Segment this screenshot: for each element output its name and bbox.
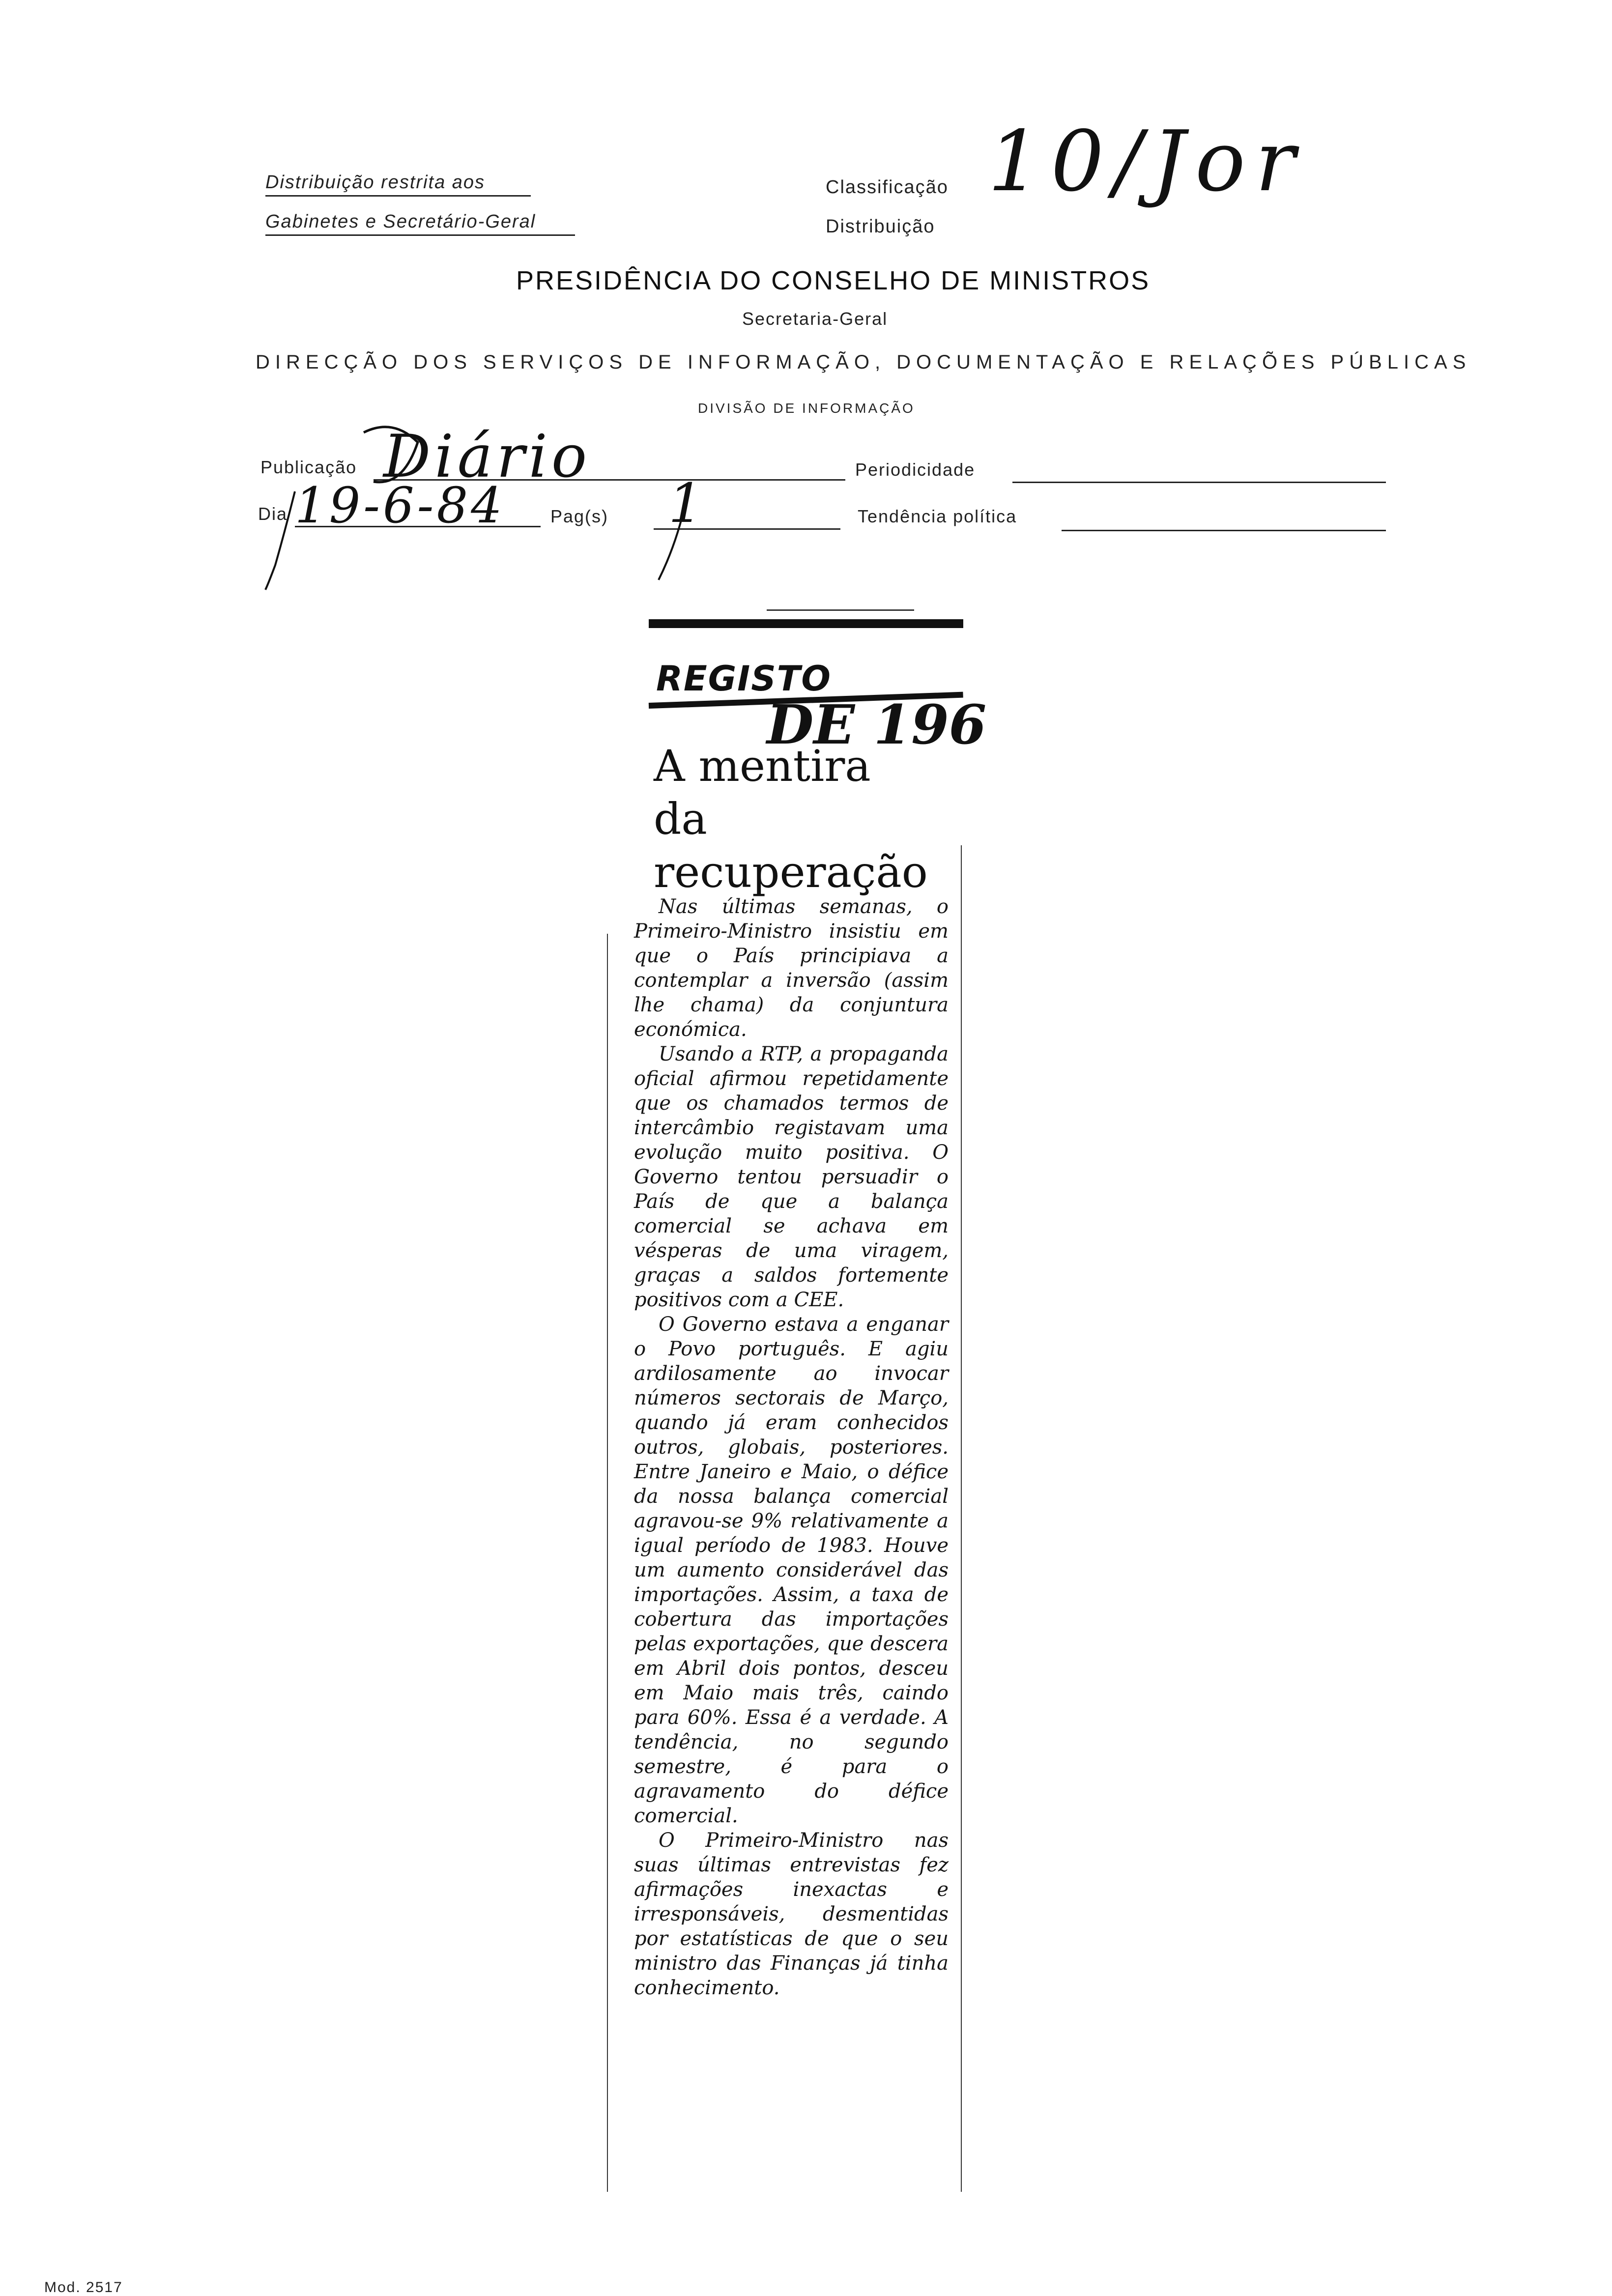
distribution-label: Distribuição [826, 216, 935, 237]
publication-handwritten: Diário [383, 423, 591, 491]
periodicity-label: Periodicidade [855, 459, 976, 480]
headline-line-2: da [654, 794, 707, 844]
department-line: DIRECÇÃO DOS SERVIÇOS DE INFORMAÇÃO, DOCUMENTAÇÃO E RELAÇÕES PÚBLICAS [256, 351, 1471, 373]
distribution-restricted-line1: Distribuição restrita aos [265, 172, 531, 197]
article-paragraph: O Governo estava a enganar o Povo português. E agiu ardilosamente ao invocar números sectorais de Março, quando já eram conhecidos outros, globais, posteriores. Entre Janeiro e Maio, o défice da nossa balança comercial agravou-se 9% relativamente a igual período de 1983. Houve um aumento considerável das importações. Assim, a taxa de cobertura das importações pelas exportações, que descera em Abril dois pontos, desceu em Maio mais três, caindo para 60%. Essa é a verdade. A tendência, no segundo semestre, é para o agravamento do défice comercial. [634, 1313, 949, 1827]
publication-label: Publicação [260, 457, 357, 477]
clipping-top-rule-thick [649, 619, 963, 628]
secretariat-subtitle: Secretaria-Geral [742, 309, 888, 329]
headline-line-1: A mentira [654, 741, 871, 791]
clipping-kicker: REGISTO [656, 659, 832, 699]
clipping-top-rule-thin [767, 609, 914, 611]
handwritten-classification: 10/Jor [988, 113, 1305, 210]
clipping-left-border [607, 934, 608, 2192]
day-label: Dia [258, 504, 288, 524]
political-tendency-label: Tendência política [858, 506, 1017, 526]
article-paragraph: O Primeiro-Ministro nas suas últimas entrevistas fez afirmações inexactas e irresponsáveis, desmentidas por estatísticas de que o seu ministro das Finanças já tinha conhecimento. [634, 1829, 949, 1999]
classification-label: Classificação [826, 177, 949, 198]
pages-label: Pag(s) [550, 506, 609, 526]
headline [654, 740, 968, 899]
day-handwritten: 19-6-84 [295, 477, 505, 534]
article-paragraph: Usando a RTP, a propaganda oficial afirmou repetidamente que os chamados termos de intercâmbio registavam uma evolução muito positiva. O Governo tentou persuadir o País de que a balança comercial se achava em vésperas de uma viragem, graças a saldos fortemente positivos com a CEE. [634, 1043, 949, 1311]
article-body [634, 894, 949, 2000]
page-title: PRESIDÊNCIA DO CONSELHO DE MINISTROS [516, 266, 1151, 295]
article-paragraph: Nas últimas semanas, o Primeiro-Ministro insistiu em que o País principiava a contemplar a inversão (assim lhe chama) da conjuntura económica. [634, 895, 949, 1041]
distribution-restricted-line2: Gabinetes e Secretário-Geral [265, 211, 575, 236]
form-code: Mod. 2517 [44, 2279, 123, 2296]
pages-handwritten: 1 [668, 472, 703, 535]
clipping-right-border [961, 845, 962, 2192]
headline-line-3: recuperação [654, 847, 928, 897]
handwritten-register-mark: DE 196 [767, 693, 987, 756]
division-line: DIVISÃO DE INFORMAÇÃO [698, 401, 915, 416]
